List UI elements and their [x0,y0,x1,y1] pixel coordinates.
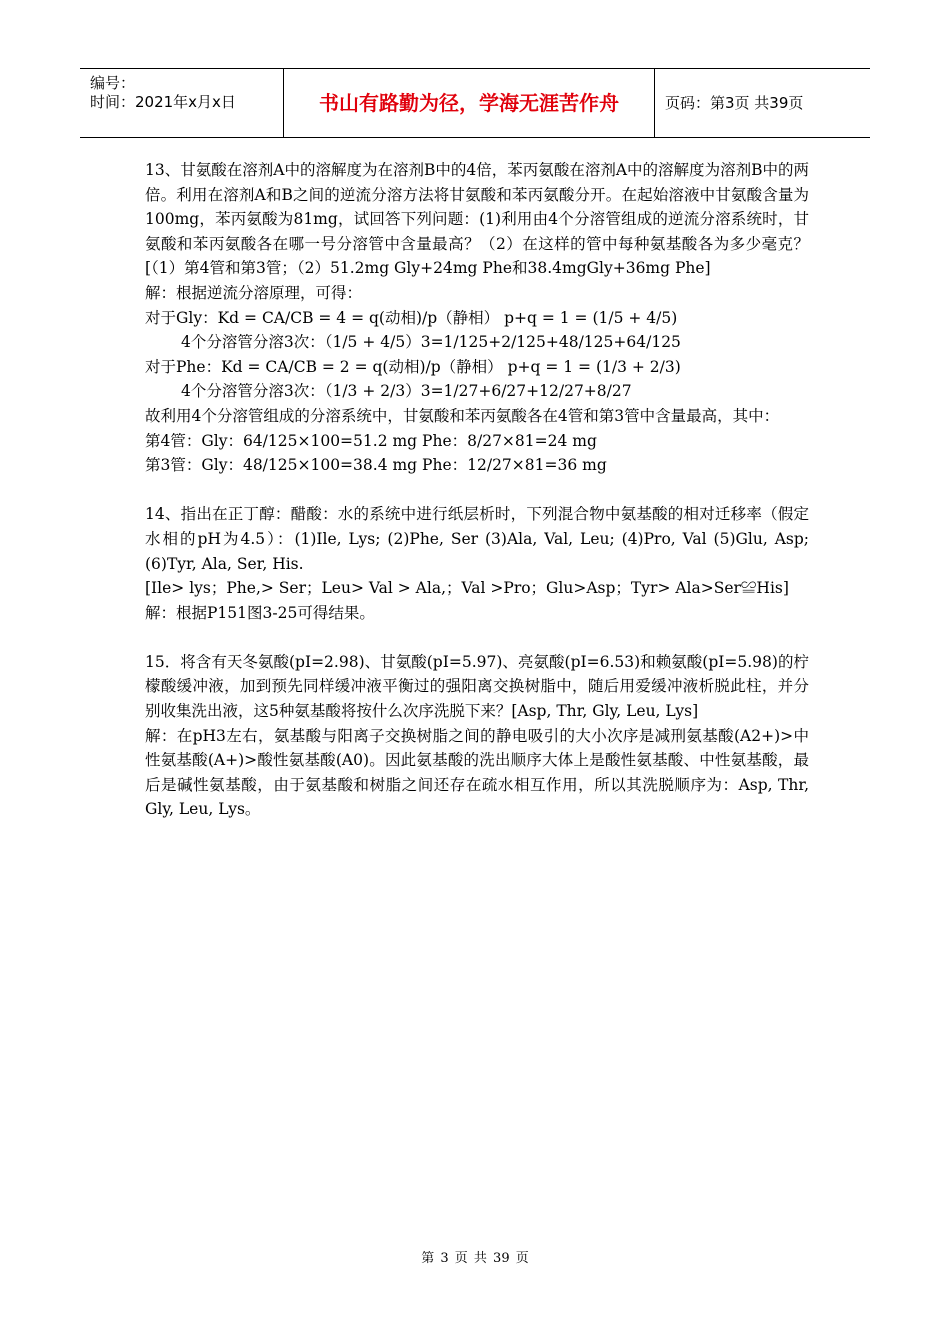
q14-solution: 解：根据P151图3-25可得结果。 [145,603,375,622]
q13-conclusion: 故利用4个分溶管组成的分溶系统中，甘氨酸和苯丙氨酸各在4管和第3管中含量最高，其中： [145,406,780,425]
header-meta [80,69,284,137]
q13-gly-expansion: 4个分溶管分溶3次：（1/5 + 4/5）3=1/125+2/125+48/125+64/125 [181,333,681,352]
q13-gly-kd: 对于Gly：Kd = CA/CB = 4 = q(动相)/p（静相） p+q = 1 = (1/5 + 4/5) [145,308,678,327]
page-indicator: 页码：第3页 共39页 [665,94,804,112]
q13-solution-intro: 解：根据逆流分溶原理，可得： [145,283,363,302]
q15-question: 15．将含有天冬氨酸(pI=2.98)、甘氨酸(pI=5.97)、亮氨酸(pI=6.53)和赖氨酸(pI=5.98)的柠檬酸缓冲液，加到预先同样缓冲液平衡过的强阳离交换树脂中，随后用爱缓冲液析脱此柱，并分别收集洗出液，这5种氨基酸将按什么次序洗脱下来？[Asp, Thr, Gly, Leu, Lys] [145,652,809,721]
page-header [80,68,870,138]
q13-tube3: 第3管：Gly：48/125×100=38.4 mg Phe：12/27×81=36 mg [145,456,607,475]
page-footer: 第 3 页 共 39 页 [421,1251,529,1266]
q14-answer: [Ile> lys；Phe,> Ser；Leu> Val > Ala,；Val >Pro；Glu>Asp；Tyr> Ala>Ser≌His] [145,579,789,598]
document-body [145,158,809,822]
q15-solution: 解：在pH3左右，氨基酸与阳离子交换树脂之间的静电吸引的大小次序是减刑氨基酸(A2+)>中性氨基酸(A+)>酸性氨基酸(A0)。因此氨基酸的洗出顺序大体上是酸性氨基酸、中性氨基酸，最后是碱性氨基酸，由于氨基酸和树脂之间还存在疏水相互作用，所以其洗脱顺序为：Asp, Thr, Gly, Leu, Lys。 [145,726,809,819]
q13-question: 13、甘氨酸在溶剂A中的溶解度为在溶剂B中的4倍，苯丙氨酸在溶剂A中的溶解度为溶剂B中的两倍。利用在溶剂A和B之间的逆流分溶方法将甘氨酸和苯丙氨酸分开。在起始溶液中甘氨酸含量为100mg，苯丙氨酸为81mg，试回答下列问题：(1)利用由4个分溶管组成的逆流分溶系统时，甘氨酸和苯丙氨酸各在哪一号分溶管中含量最高？（2）在这样的管中每种氨基酸各为多少毫克？[（1）第4管和第3管；（2）51.2mg Gly+24mg Phe和38.4mgGly+36mg Phe] [145,161,809,278]
motto-title: 书山有路勤为径，学海无涯苦作舟 [284,69,655,137]
q13-phe-kd: 对于Phe：Kd = CA/CB = 2 = q(动相)/p（静相） p+q = 1 = (1/3 + 2/3) [145,357,681,376]
q13-tube4: 第4管：Gly：64/125×100=51.2 mg Phe：8/27×81=24 mg [145,431,597,450]
date-label: 时间：2021年x月x日 [90,93,236,111]
number-label: 编号： [90,74,136,92]
q14-question: 14、指出在正丁醇：醋酸：水的系统中进行纸层析时，下列混合物中氨基酸的相对迁移率（假定水相的pH为4.5）：(1)Ile, Lys; (2)Phe, Ser (3)Ala, Val, Leu; (4)Pro, Val (5)Glu, Asp; (6)Tyr, Ala, Ser, His. [145,505,809,573]
q13-phe-expansion: 4个分溶管分溶3次：（1/3 + 2/3）3=1/27+6/27+12/27+8/27 [181,382,632,401]
